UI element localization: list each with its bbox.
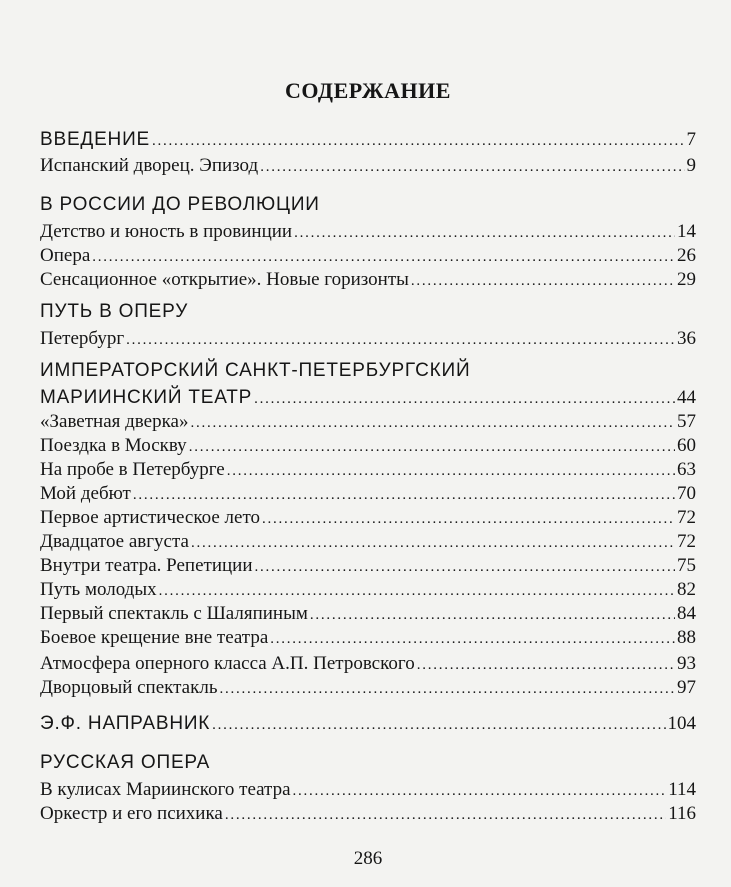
dot-leader	[190, 411, 675, 435]
page-number: 286	[353, 848, 383, 869]
toc-entry-title: Опера	[40, 245, 91, 266]
toc-entry[interactable]	[40, 128, 696, 152]
dot-leader	[212, 713, 665, 737]
toc-entry-page: 7	[686, 129, 696, 150]
dot-leader	[191, 531, 675, 555]
toc-entry[interactable]	[40, 410, 696, 434]
toc-entry[interactable]	[40, 434, 696, 458]
dot-leader	[220, 677, 676, 701]
toc-entry[interactable]	[40, 676, 696, 700]
toc-entry[interactable]	[40, 802, 696, 826]
dot-leader	[270, 627, 675, 651]
toc-section-heading: ИМПЕРАТОРСКИЙ САНКТ-ПЕТЕРБУРГСКИЙ	[40, 360, 471, 381]
toc-entry-page: 104	[667, 713, 696, 734]
toc-entry-page: 14	[677, 221, 696, 242]
toc-entry-page: 44	[677, 387, 696, 408]
toc-entry-title: Путь молодых	[40, 579, 157, 600]
toc-entry[interactable]	[40, 578, 696, 602]
toc-entry[interactable]	[40, 652, 696, 676]
dot-leader	[189, 435, 675, 459]
dot-leader	[417, 653, 675, 677]
toc-entry-page: 82	[677, 579, 696, 600]
toc-entry-page: 9	[686, 155, 696, 176]
toc-entry-title: Дворцовый спектакль	[40, 677, 218, 698]
toc-entry-title: Э.Ф. НАПРАВНИК	[40, 713, 211, 734]
toc-entry[interactable]	[40, 268, 696, 292]
toc-entry-title: Детство и юность в провинции	[40, 221, 293, 242]
page-title: СОДЕРЖАНИЕ	[285, 78, 451, 103]
dot-leader	[159, 579, 675, 603]
dot-leader	[133, 483, 675, 507]
toc-entry-page: 29	[677, 269, 696, 290]
toc-entry-title: Оркестр и его психика	[40, 803, 223, 824]
toc-page	[40, 0, 696, 887]
toc-entry-title: Двадцатое августа	[40, 531, 189, 552]
toc-entry[interactable]	[40, 458, 696, 482]
toc-entry-page: 60	[677, 435, 696, 456]
toc-entry-page: 116	[668, 803, 696, 824]
toc-entry-page: 26	[677, 245, 696, 266]
toc-section-heading: ПУТЬ В ОПЕРУ	[40, 301, 189, 322]
toc-entry-title: Мой дебют	[40, 483, 131, 504]
toc-entry[interactable]	[40, 506, 696, 530]
dot-leader	[227, 459, 675, 483]
dot-leader	[152, 129, 684, 153]
toc-section-heading: В РОССИИ ДО РЕВОЛЮЦИИ	[40, 194, 320, 215]
toc-entry-title: Испанский дворец. Эпизод	[40, 155, 259, 176]
toc-entry[interactable]	[40, 626, 696, 650]
toc-entry-page: 72	[677, 507, 696, 528]
toc-entry[interactable]	[40, 482, 696, 506]
toc-entry[interactable]	[40, 386, 696, 410]
toc-entry[interactable]	[40, 602, 696, 626]
dot-leader	[294, 221, 675, 245]
toc-entry-title: МАРИИНСКИЙ ТЕАТР	[40, 387, 253, 408]
dot-leader	[262, 507, 675, 531]
toc-entry-title: «Заветная дверка»	[40, 411, 189, 432]
dot-leader	[126, 328, 675, 352]
toc-entry[interactable]	[40, 220, 696, 244]
toc-entry-title: Петербург	[40, 328, 125, 349]
dot-leader	[260, 155, 684, 179]
toc-entry-page: 70	[677, 483, 696, 504]
toc-entry[interactable]	[40, 244, 696, 268]
toc-entry[interactable]	[40, 554, 696, 578]
dot-leader	[254, 387, 675, 411]
toc-entry-page: 36	[677, 328, 696, 349]
toc-entry-page: 93	[677, 653, 696, 674]
toc-entry-page: 72	[677, 531, 696, 552]
toc-entry-title: Поездка в Москву	[40, 435, 187, 456]
toc-entry-title: Боевое крещение вне театра	[40, 627, 269, 648]
toc-entry-page: 75	[677, 555, 696, 576]
toc-entry[interactable]	[40, 530, 696, 554]
dot-leader	[310, 603, 675, 627]
dot-leader	[293, 779, 667, 803]
toc-entry[interactable]	[40, 778, 696, 802]
toc-entry-page: 97	[677, 677, 696, 698]
toc-entry-title: В кулисах Мариинского театра	[40, 779, 291, 800]
dot-leader	[411, 269, 675, 293]
dot-leader	[225, 803, 666, 827]
toc-entry-title: ВВЕДЕНИЕ	[40, 129, 151, 150]
toc-entry-title: На пробе в Петербурге	[40, 459, 225, 480]
toc-entry-title: Внутри театра. Репетиции	[40, 555, 253, 576]
toc-entry[interactable]	[40, 327, 696, 351]
toc-entry-title: Сенсационное «открытие». Новые горизонты	[40, 269, 409, 290]
dot-leader	[92, 245, 675, 269]
dot-leader	[255, 555, 676, 579]
toc-entry-page: 63	[677, 459, 696, 480]
toc-entry[interactable]	[40, 154, 696, 178]
toc-entry-title: Первое артистическое лето	[40, 507, 261, 528]
toc-section-heading: РУССКАЯ ОПЕРА	[40, 752, 211, 773]
toc-entry-title: Атмосфера оперного класса А.П. Петровского	[40, 653, 415, 674]
toc-entry-title: Первый спектакль с Шаляпиным	[40, 603, 308, 624]
toc-entry-page: 84	[677, 603, 696, 624]
toc-entry-page: 57	[677, 411, 696, 432]
toc-entry-page: 88	[677, 627, 696, 648]
toc-entry[interactable]	[40, 712, 696, 736]
toc-entry-page: 114	[668, 779, 696, 800]
